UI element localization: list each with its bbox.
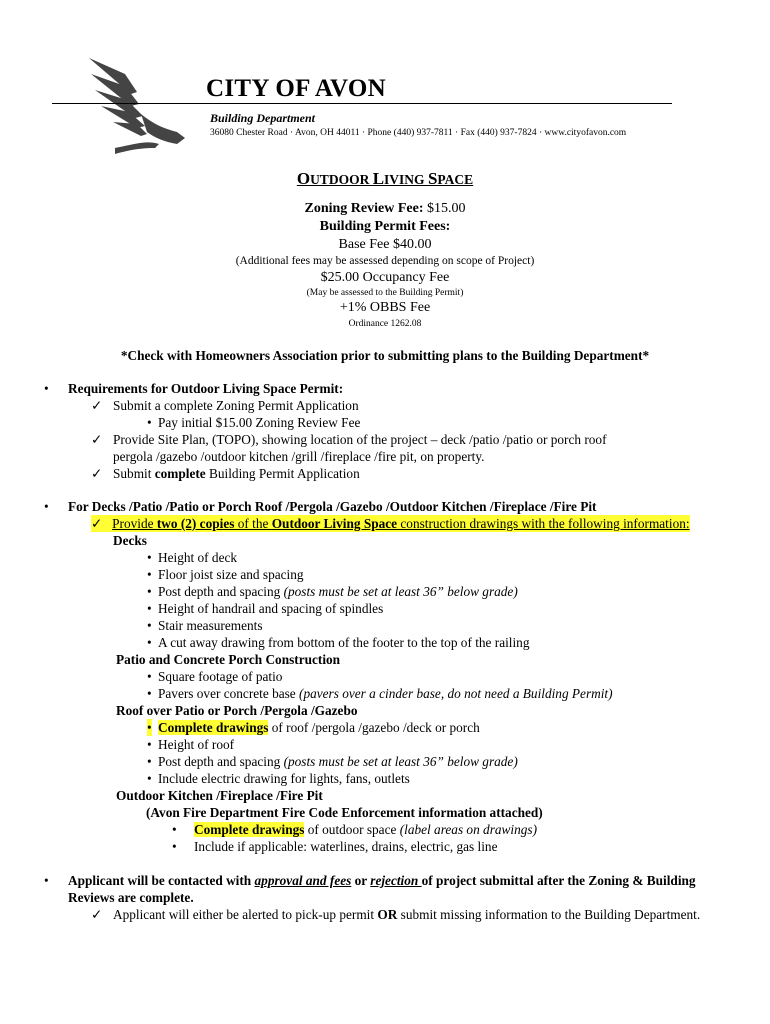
bullet-icon: •: [147, 720, 152, 735]
department-name: Building Department: [210, 111, 316, 125]
roof-item: Height of roof: [158, 737, 235, 752]
decks-item: Height of deck: [158, 550, 238, 565]
department-address: 36080 Chester Road · Avon, OH 44011 · Phone (440) 937-7811 · Fax (440) 937-7824 · www.cityofavon.com: [210, 128, 627, 138]
permit-fees-label: Building Permit Fees:: [319, 219, 451, 234]
zoning-fee: Zoning Review Fee: $15.00: [304, 201, 466, 216]
bullet-icon: •: [147, 618, 152, 633]
patio-item: Pavers over concrete base (pavers over a cinder base, do not need a Building Permit): [158, 686, 613, 701]
obbs-fee: +1% OBBS Fee: [339, 300, 431, 315]
section1-item3: Submit complete Building Permit Application: [113, 466, 360, 481]
eagle-logo-icon: [85, 52, 190, 157]
roof-item: Post depth and spacing (posts must be set at least 36” below grade): [158, 754, 518, 769]
roof-item: Complete drawings of roof /pergola /gazebo /deck or porch: [158, 720, 480, 735]
patio-item: Square footage of patio: [158, 669, 283, 684]
section2-heading: For Decks /Patio /Patio or Porch Roof /Pergola /Gazebo /Outdoor Kitchen /Fireplace /Fire Pit: [68, 499, 597, 514]
section3-line2: Reviews are complete.: [68, 890, 194, 905]
bullet-icon: •: [44, 499, 49, 514]
bullet-icon: •: [172, 839, 177, 854]
roof-heading: Roof over Patio or Porch /Pergola /Gazebo: [116, 703, 358, 718]
occupancy-fee: $25.00 Occupancy Fee: [320, 270, 450, 285]
decks-item: Post depth and spacing (posts must be set at least 36” below grade): [158, 584, 518, 599]
kitchen-item: Complete drawings of outdoor space (label areas on drawings): [194, 822, 537, 837]
provide-copies-line: ✓ Provide two (2) copies of the Outdoor Living Space construction drawings with the following information:: [91, 516, 690, 531]
bullet-icon: •: [147, 771, 152, 786]
section1-item1-sub: Pay initial $15.00 Zoning Review Fee: [158, 415, 361, 430]
section1-item1: Submit a complete Zoning Permit Application: [113, 398, 359, 413]
section1-item2-line1: Provide Site Plan, (TOPO), showing location of the project – deck /patio /patio or porch roof: [113, 432, 607, 447]
check-icon: ✓: [91, 466, 103, 481]
decks-item: Floor joist size and spacing: [158, 567, 304, 582]
kitchen-heading: Outdoor Kitchen /Fireplace /Fire Pit: [116, 788, 323, 803]
check-icon: ✓: [91, 907, 103, 922]
bullet-icon: •: [147, 737, 152, 752]
bullet-icon: •: [147, 584, 152, 599]
patio-heading: Patio and Concrete Porch Construction: [116, 652, 341, 667]
decks-heading: Decks: [113, 533, 147, 548]
bullet-icon: •: [44, 873, 49, 888]
kitchen-item: Include if applicable: waterlines, drains, electric, gas line: [194, 839, 498, 854]
bullet-icon: •: [147, 754, 152, 769]
section3-line1: Applicant will be contacted with approval and fees or rejection of project submittal after the Zoning & Building: [68, 873, 696, 888]
decks-item: Height of handrail and spacing of spindles: [158, 601, 384, 616]
bullet-icon: •: [147, 550, 152, 565]
bullet-icon: •: [147, 635, 152, 650]
section3-check: Applicant will either be alerted to pick-up permit OR submit missing information to the Building Department.: [113, 907, 701, 922]
hoa-notice: *Check with Homeowners Association prior to submitting plans to the Building Department*: [120, 348, 650, 363]
decks-item: Stair measurements: [158, 618, 263, 633]
check-icon: ✓: [91, 398, 103, 413]
ordinance: Ordinance 1262.08: [348, 319, 422, 329]
bullet-icon: •: [147, 415, 152, 430]
additional-fees-note: (Additional fees may be assessed depending on scope of Project): [235, 255, 535, 267]
decks-item: A cut away drawing from bottom of the footer to the top of the railing: [158, 635, 530, 650]
check-icon: ✓: [91, 432, 103, 447]
section1-item2-line2: pergola /gazebo /outdoor kitchen /grill /fireplace /fire pit, on property.: [113, 449, 485, 464]
occupancy-note: (May be assessed to the Building Permit): [306, 288, 464, 298]
roof-item: Include electric drawing for lights, fans, outlets: [158, 771, 410, 786]
bullet-icon: •: [172, 822, 177, 837]
section1-heading: Requirements for Outdoor Living Space Permit:: [68, 381, 344, 396]
base-fee: Base Fee $40.00: [338, 237, 432, 252]
bullet-icon: •: [44, 381, 49, 396]
bullet-icon: •: [147, 567, 152, 582]
bullet-icon: •: [147, 669, 152, 684]
bullet-icon: •: [147, 686, 152, 701]
header-rule: [52, 103, 672, 104]
page-title: OUTDOOR LIVING SPACE: [296, 169, 474, 188]
kitchen-subheading: (Avon Fire Department Fire Code Enforcement information attached): [146, 805, 543, 820]
check-icon: ✓: [91, 516, 103, 531]
bullet-icon: •: [147, 601, 152, 616]
city-name: CITY OF AVON: [206, 75, 386, 102]
